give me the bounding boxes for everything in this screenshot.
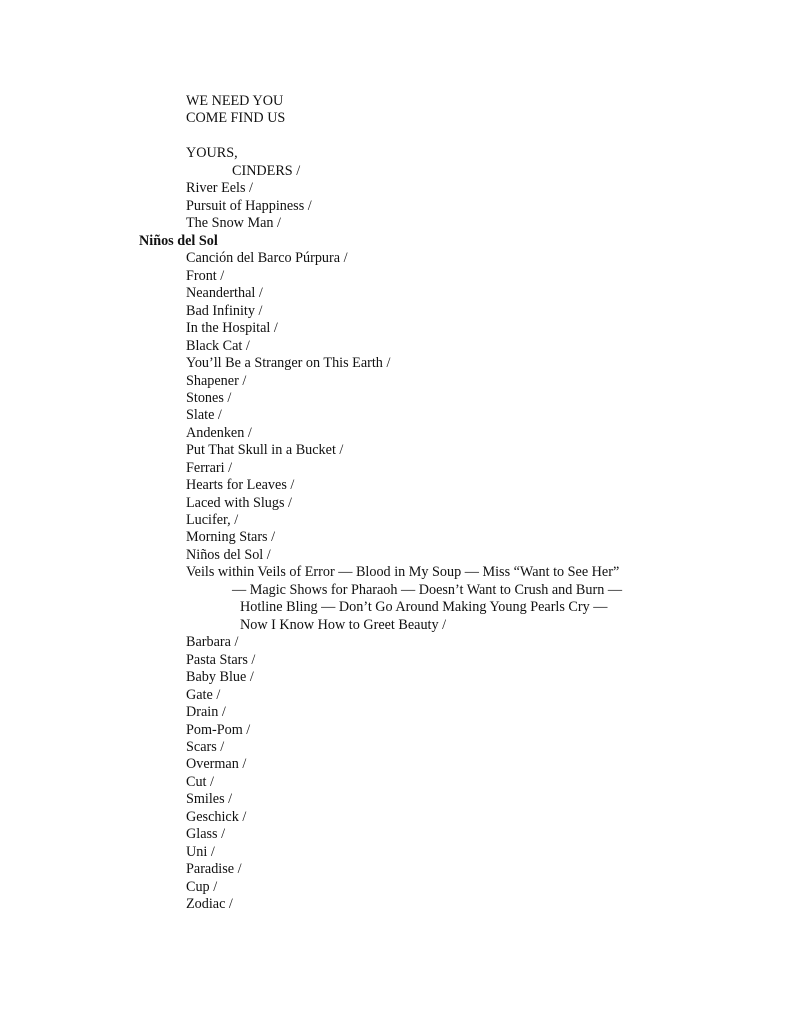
intro-line-2: COME FIND US [186, 110, 286, 126]
list-item: Morning Stars / [186, 529, 276, 545]
list-item: Cut / [186, 774, 214, 790]
list-item: Pom-Pom / [186, 722, 251, 738]
list-item: Pasta Stars / [186, 652, 256, 668]
list-item: Overman / [186, 756, 247, 772]
list-item: Lucifer, / [186, 512, 239, 528]
list-item: Front / [186, 268, 225, 284]
list-item: Baby Blue / [186, 669, 254, 685]
list-item: Drain / [186, 704, 226, 720]
intro-line-3: YOURS, [186, 145, 238, 161]
intro-line-1: WE NEED YOU [186, 93, 284, 109]
list-item: In the Hospital / [186, 320, 278, 336]
list-item: Barbara / [186, 634, 239, 650]
list-item: Ferrari / [186, 460, 233, 476]
list-item: Pursuit of Happiness / [186, 198, 312, 214]
list-item: Hearts for Leaves / [186, 477, 295, 493]
suite-line-1: Veils within Veils of Error — Blood in My Soup — Miss “Want to See Her” [186, 564, 620, 580]
list-item: Neanderthal / [186, 285, 263, 301]
intro-signature: CINDERS / [232, 163, 301, 179]
suite-line-3: Hotline Bling — Don’t Go Around Making Young Pearls Cry — [240, 599, 608, 615]
list-item: Glass / [186, 826, 226, 842]
list-item: Put That Skull in a Bucket / [186, 442, 344, 458]
list-item: Smiles / [186, 791, 233, 807]
list-item: Geschick / [186, 809, 247, 825]
section-heading: Niños del Sol [139, 233, 218, 249]
list-item: Laced with Slugs / [186, 495, 292, 511]
list-item: Canción del Barco Púrpura / [186, 250, 348, 266]
list-item: Gate / [186, 687, 221, 703]
list-item: Paradise / [186, 861, 242, 877]
list-item: You’ll Be a Stranger on This Earth / [186, 355, 391, 371]
list-item: The Snow Man / [186, 215, 281, 231]
list-item: Zodiac / [186, 896, 233, 912]
list-item: Shapener / [186, 373, 247, 389]
list-item: River Eels / [186, 180, 253, 196]
suite-line-2: — Magic Shows for Pharaoh — Doesn’t Want to Crush and Burn — [232, 582, 623, 598]
list-item: Andenken / [186, 425, 252, 441]
suite-line-4: Now I Know How to Greet Beauty / [240, 617, 447, 633]
list-item: Cup / [186, 879, 218, 895]
list-item: Uni / [186, 844, 215, 860]
list-item: Stones / [186, 390, 232, 406]
list-item: Slate / [186, 407, 222, 423]
list-item: Bad Infinity / [186, 303, 263, 319]
list-item: Black Cat / [186, 338, 250, 354]
list-item: Niños del Sol / [186, 547, 271, 563]
list-item: Scars / [186, 739, 225, 755]
